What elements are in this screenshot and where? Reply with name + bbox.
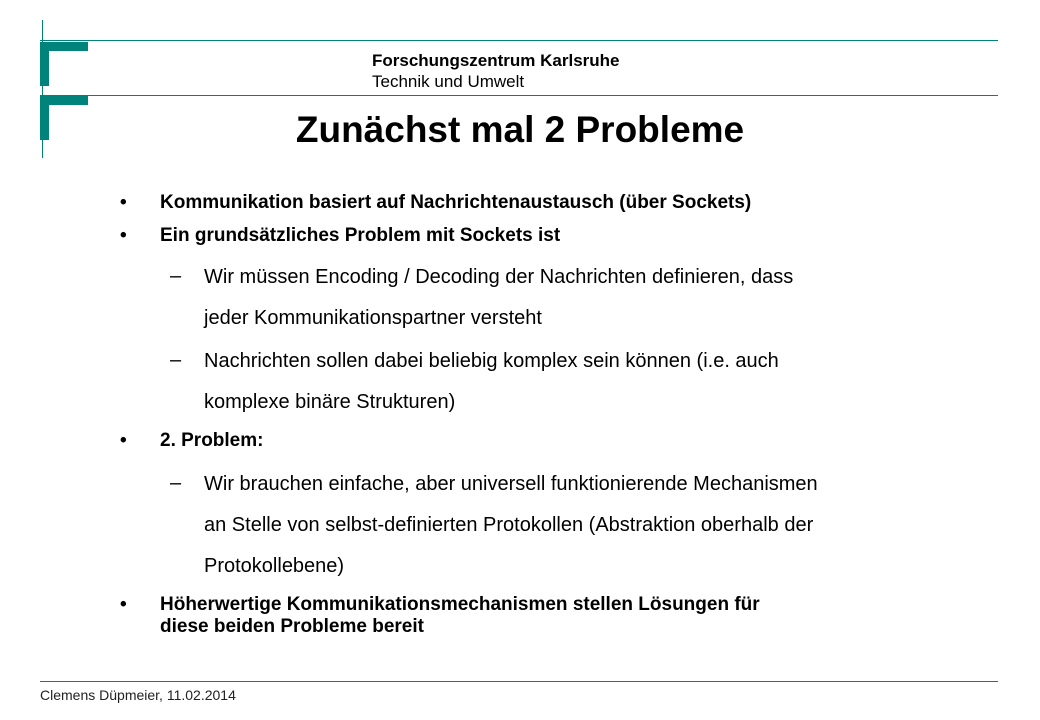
footer-rule bbox=[40, 681, 998, 682]
bullet-symbol: • bbox=[120, 225, 127, 246]
sub-item-line: komplexe binäre Strukturen) bbox=[204, 391, 456, 413]
organization-subtitle: Technik und Umwelt bbox=[372, 72, 525, 91]
logo-upper-horizontal bbox=[40, 42, 88, 51]
sub-item bbox=[204, 464, 818, 587]
sub-item bbox=[204, 257, 793, 339]
sub-item-line: Wir brauchen einfache, aber universell funktionierende Mechanismen bbox=[204, 473, 818, 495]
sub-item-line: Wir müssen Encoding / Decoding der Nachrichten definieren, dass bbox=[204, 266, 794, 288]
header-rule-bottom bbox=[40, 95, 998, 96]
footer-author-date: Clemens Düpmeier, 11.02.2014 bbox=[40, 687, 236, 703]
header-rule-top bbox=[40, 40, 998, 41]
dash-symbol: – bbox=[170, 265, 182, 287]
sub-item-line: Protokollebene) bbox=[204, 555, 345, 577]
bullet-symbol: • bbox=[120, 192, 127, 213]
bullet-symbol: • bbox=[120, 430, 127, 451]
sub-item-line: jeder Kommunikationspartner versteht bbox=[204, 307, 542, 329]
dash-symbol: – bbox=[170, 472, 182, 494]
sub-item-line: an Stelle von selbst-definierten Protokollen (Abstraktion oberhalb der bbox=[204, 514, 814, 536]
bullet-item-line: Höherwertige Kommunikationsmechanismen stellen Lösungen für bbox=[160, 594, 760, 615]
organization-header bbox=[372, 50, 620, 92]
bullet-item: 2. Problem: bbox=[160, 430, 264, 451]
sub-item-line: Nachrichten sollen dabei beliebig komplex sein können (i.e. auch bbox=[204, 350, 779, 372]
bullet-item: Kommunikation basiert auf Nachrichtenaustausch (über Sockets) bbox=[160, 192, 752, 213]
sub-item bbox=[204, 341, 779, 423]
organization-name: Forschungszentrum Karlsruhe bbox=[372, 51, 620, 70]
bullet-item: Ein grundsätzliches Problem mit Sockets ist bbox=[160, 225, 561, 246]
bullet-item bbox=[160, 594, 760, 638]
dash-symbol: – bbox=[170, 349, 182, 371]
bullet-symbol: • bbox=[120, 594, 127, 615]
slide-title: Zunächst mal 2 Probleme bbox=[295, 109, 745, 150]
bullet-item-line: diese beiden Probleme bereit bbox=[160, 616, 424, 637]
